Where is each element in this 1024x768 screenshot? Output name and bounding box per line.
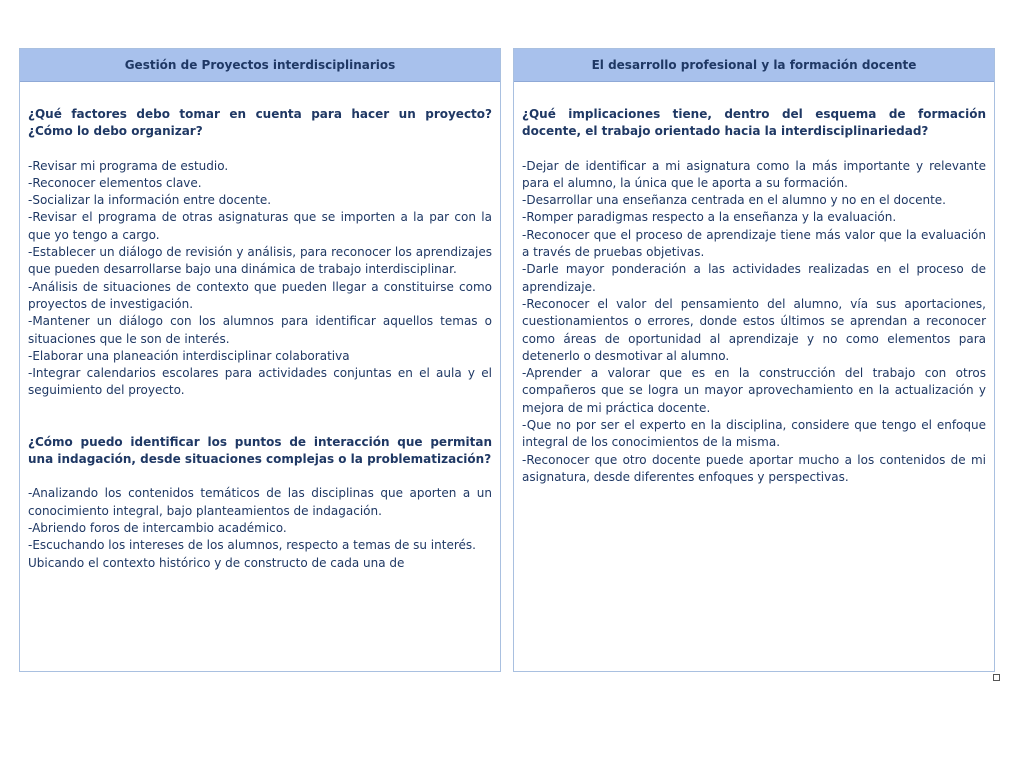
left-list-2 [28, 485, 492, 571]
list-item: Ubicando el contexto histórico y de constructo de cada una de [28, 555, 405, 570]
spacer [28, 400, 492, 434]
list-item: -Romper paradigmas respecto a la enseñanza y la evaluación. [522, 210, 897, 225]
list-item: -Reconocer elementos clave. [28, 175, 202, 190]
left-question-1: ¿Qué factores debo tomar en cuenta para hacer un proyecto? ¿Cómo lo debo organizar? [28, 107, 492, 139]
right-question-1: ¿Qué implicaciones tiene, dentro del esquema de formación docente, el trabajo orientado hacia la interdisciplinariedad? [522, 107, 986, 139]
list-item: -Integrar calendarios escolares para actividades conjuntas en el aula y el seguimiento del proyecto. [28, 366, 492, 398]
left-panel-body [20, 82, 500, 572]
list-item: -Aprender a valorar que es en la construcción del trabajo con otros compañeros que se logra un mayor aprovechamiento en la actualización y mejora de mi práctica docente. [522, 366, 986, 415]
list-item: -Elaborar una planeación interdisciplinar colaborativa [28, 348, 350, 363]
list-item: -Que no por ser el experto en la disciplina, considere que tengo el enfoque integral de los conocimientos de la misma. [522, 418, 986, 450]
list-item: -Reconocer el valor del pensamiento del alumno, vía sus aportaciones, cuestionamientos o errores, donde estos últimos se aprendan a reconocer como áreas de oportunidad al aprendizaje y no como elementos para detenerlo o desmotivar al alumno. [522, 296, 986, 363]
list-item: -Darle mayor ponderación a las actividades realizadas en el proceso de aprendizaje. [522, 262, 986, 294]
list-item: -Abriendo foros de intercambio académico. [28, 520, 287, 535]
left-panel-header: Gestión de Proyectos interdisciplinarios [20, 49, 500, 82]
right-panel-body [514, 82, 994, 486]
right-list-1 [522, 158, 986, 487]
right-panel-header: El desarrollo profesional y la formación docente [514, 49, 994, 82]
list-item: -Establecer un diálogo de revisión y análisis, para reconocer los aprendizajes que pueden desarrollarse bajo una dinámica de trabajo interdisciplinar. [28, 245, 492, 277]
left-panel [19, 48, 501, 672]
list-item: -Análisis de situaciones de contexto que pueden llegar a constituirse como proyectos de investigación. [28, 279, 492, 311]
list-item: -Reconocer que otro docente puede aportar mucho a los contenidos de mi asignatura, desde diferentes enfoques y perspectivas. [522, 452, 986, 484]
list-item: -Revisar mi programa de estudio. [28, 158, 229, 173]
list-item: -Mantener un diálogo con los alumnos para identificar aquellos temas o situaciones que le son de interés. [28, 314, 492, 346]
left-question-2: ¿Cómo puedo identificar los puntos de interacción que permitan una indagación, desde situaciones complejas o la problematización? [28, 434, 492, 467]
list-item: -Revisar el programa de otras asignaturas que se importen a la par con la que yo tengo a cargo. [28, 210, 492, 242]
list-item: -Analizando los contenidos temáticos de las disciplinas que aporten a un conocimiento integral, bajo planteamientos de indagación. [28, 486, 492, 518]
resize-handle[interactable] [993, 674, 1000, 681]
list-item: -Desarrollar una enseñanza centrada en el alumno y no en el docente. [522, 193, 946, 208]
list-item: -Escuchando los intereses de los alumnos, respecto a temas de su interés. [28, 538, 476, 553]
right-panel [513, 48, 995, 672]
list-item: -Dejar de identificar a mi asignatura como la más importante y relevante para el alumno, la única que le aporta a su formación. [522, 158, 986, 190]
list-item: -Socializar la información entre docente. [28, 193, 272, 208]
list-item: -Reconocer que el proceso de aprendizaje tiene más valor que la evaluación a través de pruebas objetivas. [522, 227, 986, 260]
left-list-1 [28, 158, 492, 400]
